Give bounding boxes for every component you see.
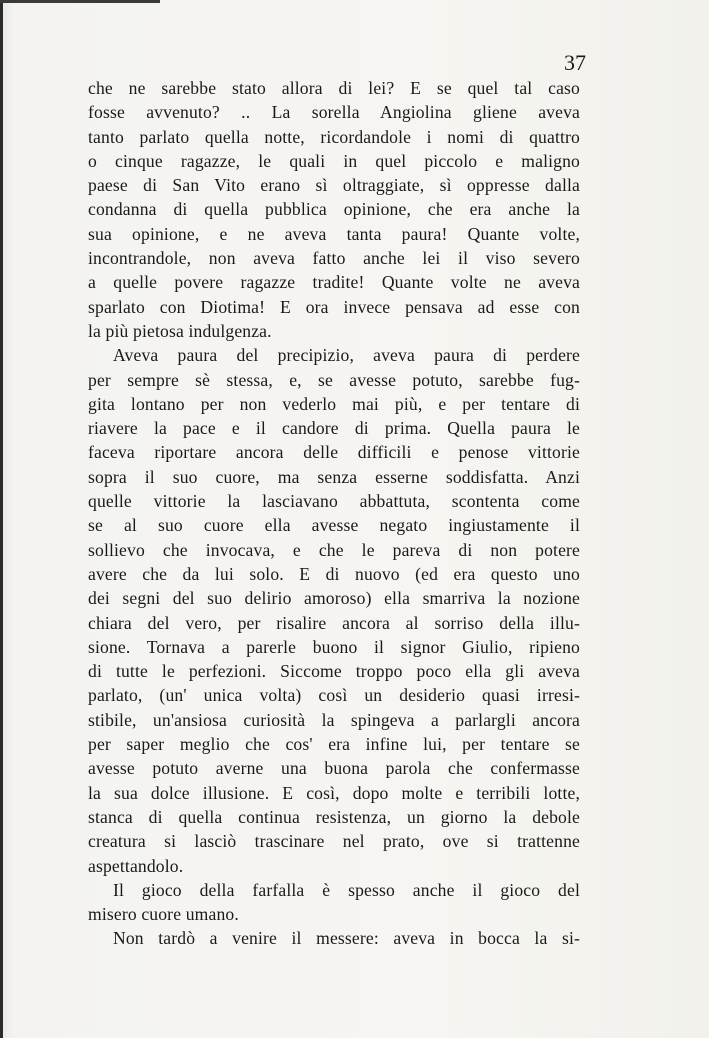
text-line: parlato, (un' unica volta) così un desiderio quasi irresi- — [88, 685, 580, 706]
page-top-edge — [0, 0, 160, 3]
paragraph-1 — [88, 76, 580, 343]
text-line: avere che da lui solo. E di nuovo (ed era questo uno — [88, 563, 580, 584]
text-line: condanna di quella pubblica opinione, che era anche la — [88, 199, 580, 220]
body-text — [88, 76, 580, 951]
text-line: chiara del vero, per risalire ancora al sorriso della illu- — [88, 612, 580, 633]
text-line: stibile, un'ansiosa curiosità la spingeva a parlargli ancora — [88, 709, 580, 730]
text-line: paese di San Vito erano sì oltraggiate, sì oppresse dalla — [88, 175, 580, 196]
text-line: sparlato con Diotima! E ora invece pensava ad esse con — [88, 296, 580, 317]
text-line: sione. Tornava a parerle buono il signor Giulio, ripieno — [88, 636, 580, 657]
text-line: gita lontano per non vederlo mai più, e per tentare di — [88, 393, 580, 414]
text-line: di tutte le perfezioni. Siccome troppo poco ella gli aveva — [88, 661, 580, 682]
text-line: Aveva paura del precipizio, aveva paura di perdere — [113, 345, 580, 366]
text-line: che ne sarebbe stato allora di lei? E se quel tal caso — [88, 78, 580, 98]
text-line: faceva riportare ancora delle difficili e penose vittorie — [88, 442, 580, 463]
text-line: la più pietosa indulgenza. — [88, 320, 272, 341]
text-line: sopra il suo cuore, ma senza esserne soddisfatta. Anzi — [88, 466, 580, 487]
text-line: tanto parlato quella notte, ricordandole i nomi di quattro — [88, 126, 580, 147]
text-line: sua opinione, e ne aveva tanta paura! Quante volte, — [88, 223, 580, 244]
text-line: Il gioco della farfalla è spesso anche il gioco del — [113, 879, 580, 900]
text-line: dei segni del suo delirio amoroso) ella smarriva la nozione — [88, 588, 580, 609]
paragraph-3 — [88, 878, 580, 927]
text-line: a quelle povere ragazze tradite! Quante volte ne aveva — [88, 272, 580, 293]
text-line: incontrandole, non aveva fatto anche lei il viso severo — [88, 248, 580, 269]
text-line: stanca di quella continua resistenza, un giorno la debole — [88, 806, 580, 827]
text-line: avesse potuto averne una buona parola che confermasse — [88, 758, 580, 779]
page-left-edge — [0, 0, 3, 1038]
paragraph-4 — [88, 926, 580, 950]
text-line: creatura si lasciò trascinare nel prato, ove si trattenne — [88, 831, 580, 852]
text-line: misero cuore umano. — [88, 904, 239, 925]
text-line: sollievo che invocava, e che le pareva di non potere — [88, 539, 580, 560]
text-line: per saper meglio che cos' era infine lui, per tentare se — [88, 734, 580, 755]
text-line: se al suo cuore ella avesse negato ingiustamente il — [88, 515, 580, 536]
text-line: la sua dolce illusione. E così, dopo molte e terribili lotte, — [88, 782, 580, 803]
text-line: riavere la pace e il candore di prima. Quella paura le — [88, 418, 580, 439]
text-line: aspettandolo. — [88, 855, 184, 876]
text-line: per sempre sè stessa, e, se avesse potuto, sarebbe fug- — [88, 369, 580, 390]
text-line: fosse avvenuto? .. La sorella Angiolina gliene aveva — [88, 102, 580, 123]
page-number: 37 — [564, 50, 586, 75]
text-line: o cinque ragazze, le quali in quel piccolo e maligno — [88, 150, 580, 171]
text-line: Non tardò a venire il messere: aveva in bocca la si- — [113, 928, 580, 949]
text-line: quelle vittorie la lasciavano abbattuta, scontenta come — [88, 491, 580, 512]
paragraph-2 — [88, 343, 580, 878]
